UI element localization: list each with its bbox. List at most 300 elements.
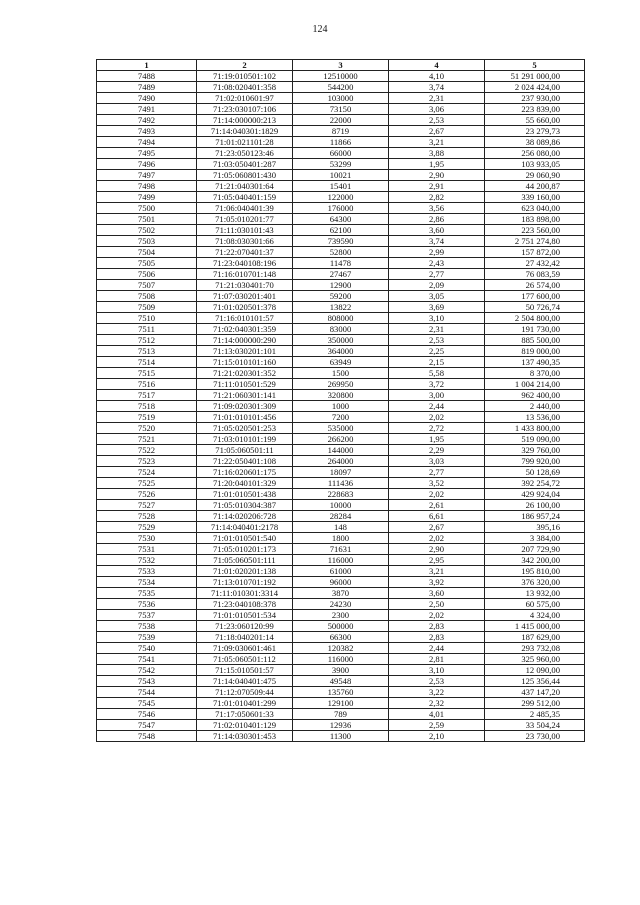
table-cell: 7521	[97, 434, 197, 445]
table-cell: 71:21:020301:352	[197, 368, 293, 379]
table-cell: 2,53	[389, 115, 485, 126]
table-cell: 61000	[293, 566, 389, 577]
table-cell: 228683	[293, 489, 389, 500]
table-cell: 392 254,72	[485, 478, 585, 489]
table-cell: 7535	[97, 588, 197, 599]
table-row	[97, 82, 585, 93]
table-row	[97, 346, 585, 357]
table-row	[97, 335, 585, 346]
table-cell: 24230	[293, 599, 389, 610]
table-row	[97, 269, 585, 280]
table-cell: 13822	[293, 302, 389, 313]
table-cell: 62100	[293, 225, 389, 236]
table-cell: 71:16:010101:57	[197, 313, 293, 324]
table-row	[97, 577, 585, 588]
table-cell: 2,82	[389, 192, 485, 203]
table-cell: 3870	[293, 588, 389, 599]
table-cell: 177 600,00	[485, 291, 585, 302]
table-cell: 23 730,00	[485, 731, 585, 742]
table-cell: 71:02:010601:97	[197, 93, 293, 104]
table-cell: 2,15	[389, 357, 485, 368]
table-cell: 71:15:010101:160	[197, 357, 293, 368]
column-header-2: 2	[197, 60, 293, 71]
table-row	[97, 126, 585, 137]
table-cell: 7543	[97, 676, 197, 687]
table-cell: 2,77	[389, 467, 485, 478]
table-cell: 1,95	[389, 159, 485, 170]
table-cell: 7494	[97, 137, 197, 148]
table-cell: 885 500,00	[485, 335, 585, 346]
table-cell: 71:05:010201:173	[197, 544, 293, 555]
table-header-row	[97, 60, 585, 71]
table-cell: 4,01	[389, 709, 485, 720]
table-cell: 11866	[293, 137, 389, 148]
table-cell: 7503	[97, 236, 197, 247]
table-cell: 7540	[97, 643, 197, 654]
table-cell: 26 100,00	[485, 500, 585, 511]
table-row	[97, 698, 585, 709]
table-cell: 7531	[97, 544, 197, 555]
table-cell: 320800	[293, 390, 389, 401]
table-row	[97, 467, 585, 478]
table-cell: 2 485,35	[485, 709, 585, 720]
column-header-5: 5	[485, 60, 585, 71]
table-cell: 71:14:040401:2178	[197, 522, 293, 533]
table-cell: 544200	[293, 82, 389, 93]
table-cell: 2,02	[389, 489, 485, 500]
table-cell: 71:17:050601:33	[197, 709, 293, 720]
table-cell: 7517	[97, 390, 197, 401]
table-cell: 33 504,24	[485, 720, 585, 731]
table-cell: 7508	[97, 291, 197, 302]
table-cell: 1800	[293, 533, 389, 544]
table-cell: 129100	[293, 698, 389, 709]
table-row	[97, 445, 585, 456]
table-cell: 111436	[293, 478, 389, 489]
table-row	[97, 214, 585, 225]
table-row	[97, 665, 585, 676]
table-cell: 2,72	[389, 423, 485, 434]
table-cell: 223 560,00	[485, 225, 585, 236]
table-cell: 7514	[97, 357, 197, 368]
table-cell: 7509	[97, 302, 197, 313]
table-row	[97, 203, 585, 214]
table-cell: 71:23:040108:378	[197, 599, 293, 610]
table-cell: 3,60	[389, 225, 485, 236]
table-cell: 7519	[97, 412, 197, 423]
table-cell: 71:01:020201:138	[197, 566, 293, 577]
table-cell: 71:11:010501:529	[197, 379, 293, 390]
table-cell: 144000	[293, 445, 389, 456]
table-cell: 71:05:010201:77	[197, 214, 293, 225]
table-cell: 71:16:010701:148	[197, 269, 293, 280]
table-row	[97, 247, 585, 258]
table-cell: 7534	[97, 577, 197, 588]
table-cell: 7533	[97, 566, 197, 577]
table-cell: 12 090,00	[485, 665, 585, 676]
table-cell: 71:06:040401:39	[197, 203, 293, 214]
table-cell: 71:03:050401:287	[197, 159, 293, 170]
table-cell: 71:09:030601:461	[197, 643, 293, 654]
table-cell: 7500	[97, 203, 197, 214]
table-cell: 71:14:030301:453	[197, 731, 293, 742]
table-cell: 49548	[293, 676, 389, 687]
table-cell: 66000	[293, 148, 389, 159]
table-cell: 13 932,00	[485, 588, 585, 599]
table-cell: 66300	[293, 632, 389, 643]
table-cell: 122000	[293, 192, 389, 203]
table-cell: 10021	[293, 170, 389, 181]
table-cell: 3,69	[389, 302, 485, 313]
table-cell: 7520	[97, 423, 197, 434]
table-cell: 38 089,86	[485, 137, 585, 148]
table-cell: 223 839,00	[485, 104, 585, 115]
table-row	[97, 731, 585, 742]
table-cell: 3,74	[389, 82, 485, 93]
table-cell: 71:05:010304:387	[197, 500, 293, 511]
table-cell: 2 751 274,80	[485, 236, 585, 247]
table-cell: 2,67	[389, 522, 485, 533]
table-cell: 71:02:010401:129	[197, 720, 293, 731]
table-row	[97, 632, 585, 643]
table-row	[97, 544, 585, 555]
table-cell: 500000	[293, 621, 389, 632]
table-row	[97, 137, 585, 148]
table-cell: 3,06	[389, 104, 485, 115]
table-cell: 71:05:060801:430	[197, 170, 293, 181]
table-cell: 7542	[97, 665, 197, 676]
table-cell: 7505	[97, 258, 197, 269]
table-row	[97, 511, 585, 522]
table-cell: 3,03	[389, 456, 485, 467]
table-cell: 71:07:030201:401	[197, 291, 293, 302]
table-cell: 71:21:040301:64	[197, 181, 293, 192]
table-cell: 437 147,20	[485, 687, 585, 698]
table-row	[97, 357, 585, 368]
table-cell: 2,09	[389, 280, 485, 291]
table-cell: 376 320,00	[485, 577, 585, 588]
table-cell: 71:11:010301:3314	[197, 588, 293, 599]
table-cell: 71:05:040401:159	[197, 192, 293, 203]
table-cell: 116000	[293, 555, 389, 566]
table-cell: 7522	[97, 445, 197, 456]
table-cell: 2,44	[389, 401, 485, 412]
table-row	[97, 192, 585, 203]
table-cell: 7200	[293, 412, 389, 423]
table-cell: 12510000	[293, 71, 389, 82]
table-cell: 2,91	[389, 181, 485, 192]
table-cell: 2,99	[389, 247, 485, 258]
table-cell: 237 930,00	[485, 93, 585, 104]
table-cell: 7548	[97, 731, 197, 742]
table-cell: 2,10	[389, 731, 485, 742]
table-cell: 7495	[97, 148, 197, 159]
table-row	[97, 676, 585, 687]
column-header-4: 4	[389, 60, 485, 71]
table-cell: 23 279,73	[485, 126, 585, 137]
table-cell: 207 729,90	[485, 544, 585, 555]
table-cell: 1 433 800,00	[485, 423, 585, 434]
table-cell: 2,83	[389, 621, 485, 632]
table-cell: 27 432,42	[485, 258, 585, 269]
table-cell: 71:14:000000:213	[197, 115, 293, 126]
table-row	[97, 115, 585, 126]
table-row	[97, 456, 585, 467]
table-cell: 71:14:020206:728	[197, 511, 293, 522]
table-cell: 2,61	[389, 500, 485, 511]
table-cell: 50 726,74	[485, 302, 585, 313]
table-cell: 53299	[293, 159, 389, 170]
table-cell: 293 732,08	[485, 643, 585, 654]
table-cell: 71:11:030101:43	[197, 225, 293, 236]
table-cell: 186 957,24	[485, 511, 585, 522]
table-cell: 2,86	[389, 214, 485, 225]
table-cell: 71:23:050123:46	[197, 148, 293, 159]
table-row	[97, 566, 585, 577]
table-row	[97, 621, 585, 632]
table-row	[97, 71, 585, 82]
table-row	[97, 390, 585, 401]
table-cell: 7545	[97, 698, 197, 709]
table-cell: 264000	[293, 456, 389, 467]
table-cell: 76 083,59	[485, 269, 585, 280]
table-cell: 7541	[97, 654, 197, 665]
table-cell: 11478	[293, 258, 389, 269]
table-cell: 1,95	[389, 434, 485, 445]
table-cell: 7536	[97, 599, 197, 610]
table-cell: 13 536,00	[485, 412, 585, 423]
registry-table	[96, 59, 585, 742]
table-row	[97, 280, 585, 291]
table-cell: 7544	[97, 687, 197, 698]
table-cell: 60 575,00	[485, 599, 585, 610]
table-cell: 7504	[97, 247, 197, 258]
table-cell: 269950	[293, 379, 389, 390]
table-row	[97, 522, 585, 533]
table-cell: 71:12:070509:44	[197, 687, 293, 698]
table-cell: 7492	[97, 115, 197, 126]
table-cell: 148	[293, 522, 389, 533]
table-cell: 3,56	[389, 203, 485, 214]
table-cell: 50 128,69	[485, 467, 585, 478]
table-cell: 7497	[97, 170, 197, 181]
table-cell: 28284	[293, 511, 389, 522]
table-cell: 7511	[97, 324, 197, 335]
table-cell: 7539	[97, 632, 197, 643]
table-cell: 2,81	[389, 654, 485, 665]
table-cell: 71:23:060120:99	[197, 621, 293, 632]
table-cell: 6,61	[389, 511, 485, 522]
table-cell: 325 960,00	[485, 654, 585, 665]
table-cell: 103 933,05	[485, 159, 585, 170]
table-cell: 120382	[293, 643, 389, 654]
table-row	[97, 93, 585, 104]
table-cell: 195 810,00	[485, 566, 585, 577]
table-row	[97, 687, 585, 698]
table-cell: 2,31	[389, 93, 485, 104]
table-cell: 3,60	[389, 588, 485, 599]
table-cell: 266200	[293, 434, 389, 445]
table-cell: 3,72	[389, 379, 485, 390]
table-cell: 7502	[97, 225, 197, 236]
table-cell: 3,88	[389, 148, 485, 159]
table-cell: 44 200,87	[485, 181, 585, 192]
table-row	[97, 236, 585, 247]
table-cell: 12900	[293, 280, 389, 291]
table-cell: 256 080,00	[485, 148, 585, 159]
table-cell: 3900	[293, 665, 389, 676]
table-cell: 350000	[293, 335, 389, 346]
table-cell: 2,31	[389, 324, 485, 335]
table-cell: 2,90	[389, 544, 485, 555]
table-cell: 83000	[293, 324, 389, 335]
table-row	[97, 412, 585, 423]
table-cell: 71:14:040301:1829	[197, 126, 293, 137]
table-cell: 5,58	[389, 368, 485, 379]
table-cell: 2,02	[389, 610, 485, 621]
table-cell: 63949	[293, 357, 389, 368]
table-cell: 71:15:010501:57	[197, 665, 293, 676]
table-cell: 962 400,00	[485, 390, 585, 401]
table-cell: 2,95	[389, 555, 485, 566]
table-cell: 7499	[97, 192, 197, 203]
table-cell: 395,16	[485, 522, 585, 533]
table-cell: 4 324,00	[485, 610, 585, 621]
table-cell: 12936	[293, 720, 389, 731]
table-cell: 2,90	[389, 170, 485, 181]
table-cell: 71:02:040301:359	[197, 324, 293, 335]
table-cell: 2,77	[389, 269, 485, 280]
table-cell: 429 924,04	[485, 489, 585, 500]
table-cell: 71:05:060501:112	[197, 654, 293, 665]
table-cell: 535000	[293, 423, 389, 434]
table-cell: 71:19:010501:102	[197, 71, 293, 82]
table-cell: 7530	[97, 533, 197, 544]
table-cell: 7525	[97, 478, 197, 489]
table-cell: 519 090,00	[485, 434, 585, 445]
table-cell: 3,92	[389, 577, 485, 588]
table-cell: 2,02	[389, 533, 485, 544]
table-row	[97, 709, 585, 720]
table-cell: 71:01:010401:299	[197, 698, 293, 709]
table-cell: 7526	[97, 489, 197, 500]
table-cell: 1 004 214,00	[485, 379, 585, 390]
table-cell: 7490	[97, 93, 197, 104]
table-cell: 3,10	[389, 665, 485, 676]
table-cell: 819 000,00	[485, 346, 585, 357]
table-row	[97, 313, 585, 324]
table-row	[97, 500, 585, 511]
table-row	[97, 643, 585, 654]
table-cell: 789	[293, 709, 389, 720]
table-cell: 2,50	[389, 599, 485, 610]
table-cell: 2 024 424,00	[485, 82, 585, 93]
table-cell: 71:23:040108:196	[197, 258, 293, 269]
table-cell: 2,43	[389, 258, 485, 269]
table-cell: 3,10	[389, 313, 485, 324]
table-row	[97, 104, 585, 115]
table-cell: 71:09:020301:309	[197, 401, 293, 412]
table-cell: 71:18:040201:14	[197, 632, 293, 643]
table-cell: 2,44	[389, 643, 485, 654]
table-cell: 3,00	[389, 390, 485, 401]
table-cell: 71:13:030201:101	[197, 346, 293, 357]
table-cell: 116000	[293, 654, 389, 665]
table-cell: 7515	[97, 368, 197, 379]
table-cell: 11300	[293, 731, 389, 742]
table-cell: 22000	[293, 115, 389, 126]
table-cell: 176000	[293, 203, 389, 214]
table-cell: 137 490,35	[485, 357, 585, 368]
table-cell: 71:21:060301:141	[197, 390, 293, 401]
table-row	[97, 170, 585, 181]
table-cell: 7532	[97, 555, 197, 566]
page-number: 124	[312, 24, 328, 35]
table-row	[97, 379, 585, 390]
table-row	[97, 423, 585, 434]
table-row	[97, 478, 585, 489]
table-cell: 71:16:020601:175	[197, 467, 293, 478]
table-cell: 2,59	[389, 720, 485, 731]
table-cell: 2,25	[389, 346, 485, 357]
table-row	[97, 588, 585, 599]
table-cell: 2,29	[389, 445, 485, 456]
table-cell: 10000	[293, 500, 389, 511]
table-cell: 7496	[97, 159, 197, 170]
table-cell: 96000	[293, 577, 389, 588]
table-cell: 59200	[293, 291, 389, 302]
table-cell: 2 504 800,00	[485, 313, 585, 324]
table-cell: 71:21:030401:70	[197, 280, 293, 291]
table-cell: 7516	[97, 379, 197, 390]
table-cell: 2,32	[389, 698, 485, 709]
table-cell: 71:14:000000:290	[197, 335, 293, 346]
table-cell: 18097	[293, 467, 389, 478]
table-cell: 3,22	[389, 687, 485, 698]
table-cell: 73150	[293, 104, 389, 115]
table-cell: 71:05:020501:253	[197, 423, 293, 434]
table-row	[97, 610, 585, 621]
table-row	[97, 401, 585, 412]
table-cell: 7507	[97, 280, 197, 291]
table-body	[97, 71, 585, 742]
table-cell: 64300	[293, 214, 389, 225]
table-cell: 7498	[97, 181, 197, 192]
table-cell: 55 660,00	[485, 115, 585, 126]
table-cell: 7538	[97, 621, 197, 632]
table-cell: 7501	[97, 214, 197, 225]
table-cell: 71:05:060501:11	[197, 445, 293, 456]
table-cell: 7488	[97, 71, 197, 82]
table-cell: 71:01:010501:438	[197, 489, 293, 500]
table-cell: 342 200,00	[485, 555, 585, 566]
table-cell: 71:03:010101:199	[197, 434, 293, 445]
table-cell: 71:08:030301:66	[197, 236, 293, 247]
table-row	[97, 720, 585, 731]
table-row	[97, 489, 585, 500]
table-cell: 71:23:030107:106	[197, 104, 293, 115]
table-row	[97, 181, 585, 192]
table-cell: 3,05	[389, 291, 485, 302]
table-cell: 329 760,00	[485, 445, 585, 456]
table-cell: 7528	[97, 511, 197, 522]
table-row	[97, 291, 585, 302]
table-cell: 71:22:070401:37	[197, 247, 293, 258]
table-cell: 71:01:020501:378	[197, 302, 293, 313]
table-row	[97, 368, 585, 379]
table-cell: 299 512,00	[485, 698, 585, 709]
table-cell: 27467	[293, 269, 389, 280]
